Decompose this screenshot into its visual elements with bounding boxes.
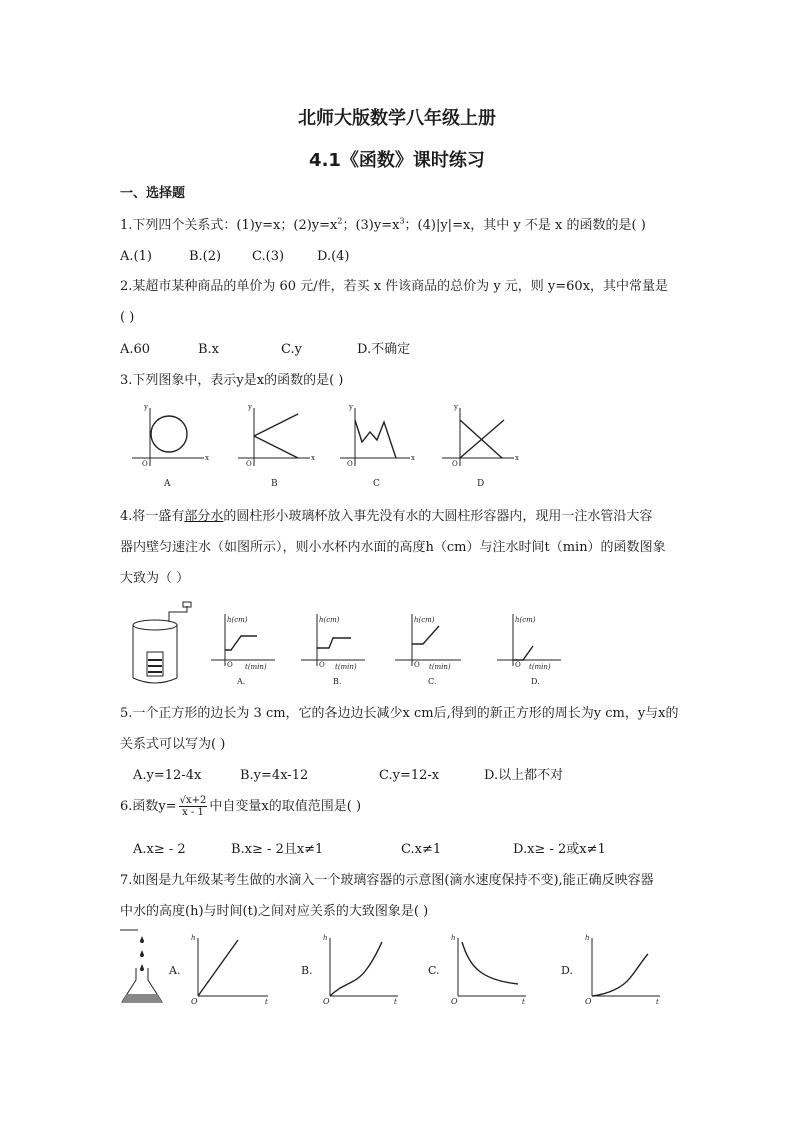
q4-label-a: A. bbox=[237, 677, 246, 686]
q3-label-a: A bbox=[164, 479, 171, 489]
svg-text:O: O bbox=[451, 997, 458, 1006]
q2-option-a: A.60 bbox=[120, 342, 151, 357]
question-2-stem: 2.某超市某种商品的单价为 60 元/件，若买 x 件该商品的总价为 y 元，则 y=60x，其中常量是 bbox=[120, 279, 669, 294]
section-heading: 一、选择题 bbox=[120, 186, 186, 201]
svg-text:x: x bbox=[205, 454, 209, 462]
q7-figures bbox=[118, 928, 678, 1008]
fraction-expression: $\frac{√x+2}{x - 1}$ bbox=[179, 795, 207, 818]
q7-graph-b bbox=[323, 934, 398, 1006]
svg-text:h(cm): h(cm) bbox=[319, 616, 340, 624]
q7-graph-a bbox=[191, 934, 268, 1006]
question-6-stem: 6.函数y= $\frac{√x+2}{x - 1}$ 中自变量x的取值范围是( ) bbox=[120, 795, 362, 818]
q1-option-d: D.(4) bbox=[317, 249, 350, 264]
q3-graph-d bbox=[442, 403, 519, 489]
q5-option-c: C.y=12-x bbox=[379, 768, 440, 783]
q4-graph-a bbox=[211, 614, 275, 686]
q2-option-d: D.不确定 bbox=[357, 342, 411, 357]
svg-text:O: O bbox=[585, 997, 592, 1006]
svg-text:t: t bbox=[656, 998, 659, 1006]
q7-label-b: B. bbox=[301, 964, 313, 977]
question-4-line-1: 4.将一盛有部分水的圆柱形小玻璃杯放入事先没有水的大圆柱形容器内，现用一注水管沿大容 bbox=[120, 509, 653, 524]
svg-text:O: O bbox=[319, 661, 325, 669]
document-subtitle: 4.1《函数》课时练习 bbox=[309, 150, 485, 171]
question-1-stem: 1.下列四个关系式：(1)y=x；$(2)y=x^2$；$(3)y=x^3$；(4)|y|=x，其中 y 不是 x 的函数的是( ) bbox=[120, 216, 646, 233]
question-5-line-2: 关系式可以写为( ) bbox=[120, 737, 226, 752]
flask-illustration bbox=[120, 930, 180, 1002]
q3-label-d: D bbox=[477, 479, 485, 489]
q1-option-b: B.(2) bbox=[189, 249, 222, 264]
q5-option-b: B.y=4x-12 bbox=[240, 768, 309, 783]
q3-label-c: C bbox=[373, 479, 380, 489]
svg-text:O: O bbox=[347, 460, 353, 468]
question-2-paren: ( ) bbox=[120, 310, 135, 325]
q3-label-b: B bbox=[271, 479, 278, 489]
q1-option-a: A.(1) bbox=[120, 249, 152, 264]
svg-text:O: O bbox=[515, 661, 521, 669]
question-4-line-3: 大致为（ ） bbox=[120, 571, 190, 586]
q5-option-d: D.以上都不对 bbox=[484, 768, 564, 783]
q3-graph-b bbox=[238, 403, 315, 489]
q4-figures bbox=[125, 600, 585, 690]
q4-label-c: C. bbox=[428, 677, 437, 686]
svg-text:t: t bbox=[522, 998, 525, 1006]
question-7-line-2: 中水的高度(h)与时间(t)之间对应关系的大致图象是( ) bbox=[120, 904, 429, 919]
q2-option-b: B.x bbox=[198, 342, 220, 357]
svg-text:t(min): t(min) bbox=[245, 663, 267, 671]
svg-text:O: O bbox=[414, 661, 420, 669]
svg-text:O: O bbox=[323, 997, 330, 1006]
svg-text:x: x bbox=[311, 454, 315, 462]
q3-graph-a bbox=[132, 403, 209, 489]
svg-text:h: h bbox=[323, 934, 328, 942]
svg-text:O: O bbox=[227, 661, 233, 669]
q7-label-d: D. bbox=[561, 964, 573, 977]
svg-text:y: y bbox=[248, 403, 252, 411]
q3-graph-c bbox=[340, 403, 415, 489]
container-illustration bbox=[133, 602, 191, 683]
question-7-line-1: 7.如图是九年级某考生做的水滴入一个玻璃容器的示意图(滴水速度保持不变),能正确反映容器 bbox=[120, 873, 654, 888]
q4-graph-c bbox=[395, 614, 461, 686]
svg-text:h(cm): h(cm) bbox=[414, 616, 435, 624]
svg-text:t: t bbox=[394, 998, 397, 1006]
svg-text:t(min): t(min) bbox=[529, 663, 551, 671]
q6-option-a: A.x≥ - 2 bbox=[133, 842, 186, 857]
svg-text:h(cm): h(cm) bbox=[227, 616, 248, 624]
q6-option-b: B.x≥ - 2且x≠1 bbox=[231, 842, 324, 857]
svg-text:h: h bbox=[451, 934, 456, 942]
question-4-line-2: 器内壁匀速注水（如图所示），则小水杯内水面的高度h（cm）与注水时间t（min）的函数图象 bbox=[120, 540, 666, 555]
q4-graph-b bbox=[301, 614, 365, 686]
q7-graph-c bbox=[451, 934, 526, 1006]
q7-label-a: A. bbox=[169, 964, 181, 977]
svg-text:h: h bbox=[191, 934, 196, 942]
svg-text:y: y bbox=[349, 403, 353, 411]
q4-label-b: B. bbox=[333, 677, 342, 686]
svg-text:x: x bbox=[515, 454, 519, 462]
svg-text:y: y bbox=[144, 403, 148, 411]
svg-text:h: h bbox=[585, 934, 590, 942]
q2-option-c: C.y bbox=[281, 342, 302, 357]
question-3-stem: 3.下列图象中，表示y是x的函数的是( ) bbox=[120, 373, 344, 388]
q4-label-d: D. bbox=[531, 677, 540, 686]
svg-text:x: x bbox=[411, 454, 415, 462]
svg-text:h(cm): h(cm) bbox=[515, 616, 536, 624]
svg-text:O: O bbox=[452, 460, 458, 468]
question-5-line-1: 5.一个正方形的边长为 3 cm，它的各边边长减少x cm后,得到的新正方形的周长为y cm，y与x的 bbox=[120, 706, 679, 721]
q1-option-c: C.(3) bbox=[252, 249, 285, 264]
svg-text:y: y bbox=[454, 403, 458, 411]
svg-text:O: O bbox=[142, 460, 148, 468]
svg-text:O: O bbox=[191, 997, 198, 1006]
document-title: 北师大版数学八年级上册 bbox=[298, 108, 496, 129]
q7-label-c: C. bbox=[428, 964, 440, 977]
svg-text:O: O bbox=[246, 460, 252, 468]
q6-option-d: D.x≥ - 2或x≠1 bbox=[513, 842, 606, 857]
q6-option-c: C.x≠1 bbox=[401, 842, 442, 857]
q7-graph-d bbox=[585, 934, 660, 1006]
svg-text:t(min): t(min) bbox=[429, 663, 451, 671]
q5-option-a: A.y=12-4x bbox=[133, 768, 202, 783]
q3-graphs bbox=[120, 400, 530, 495]
svg-text:t: t bbox=[265, 998, 268, 1006]
q4-graph-d bbox=[497, 614, 561, 686]
svg-text:t(min): t(min) bbox=[335, 663, 357, 671]
